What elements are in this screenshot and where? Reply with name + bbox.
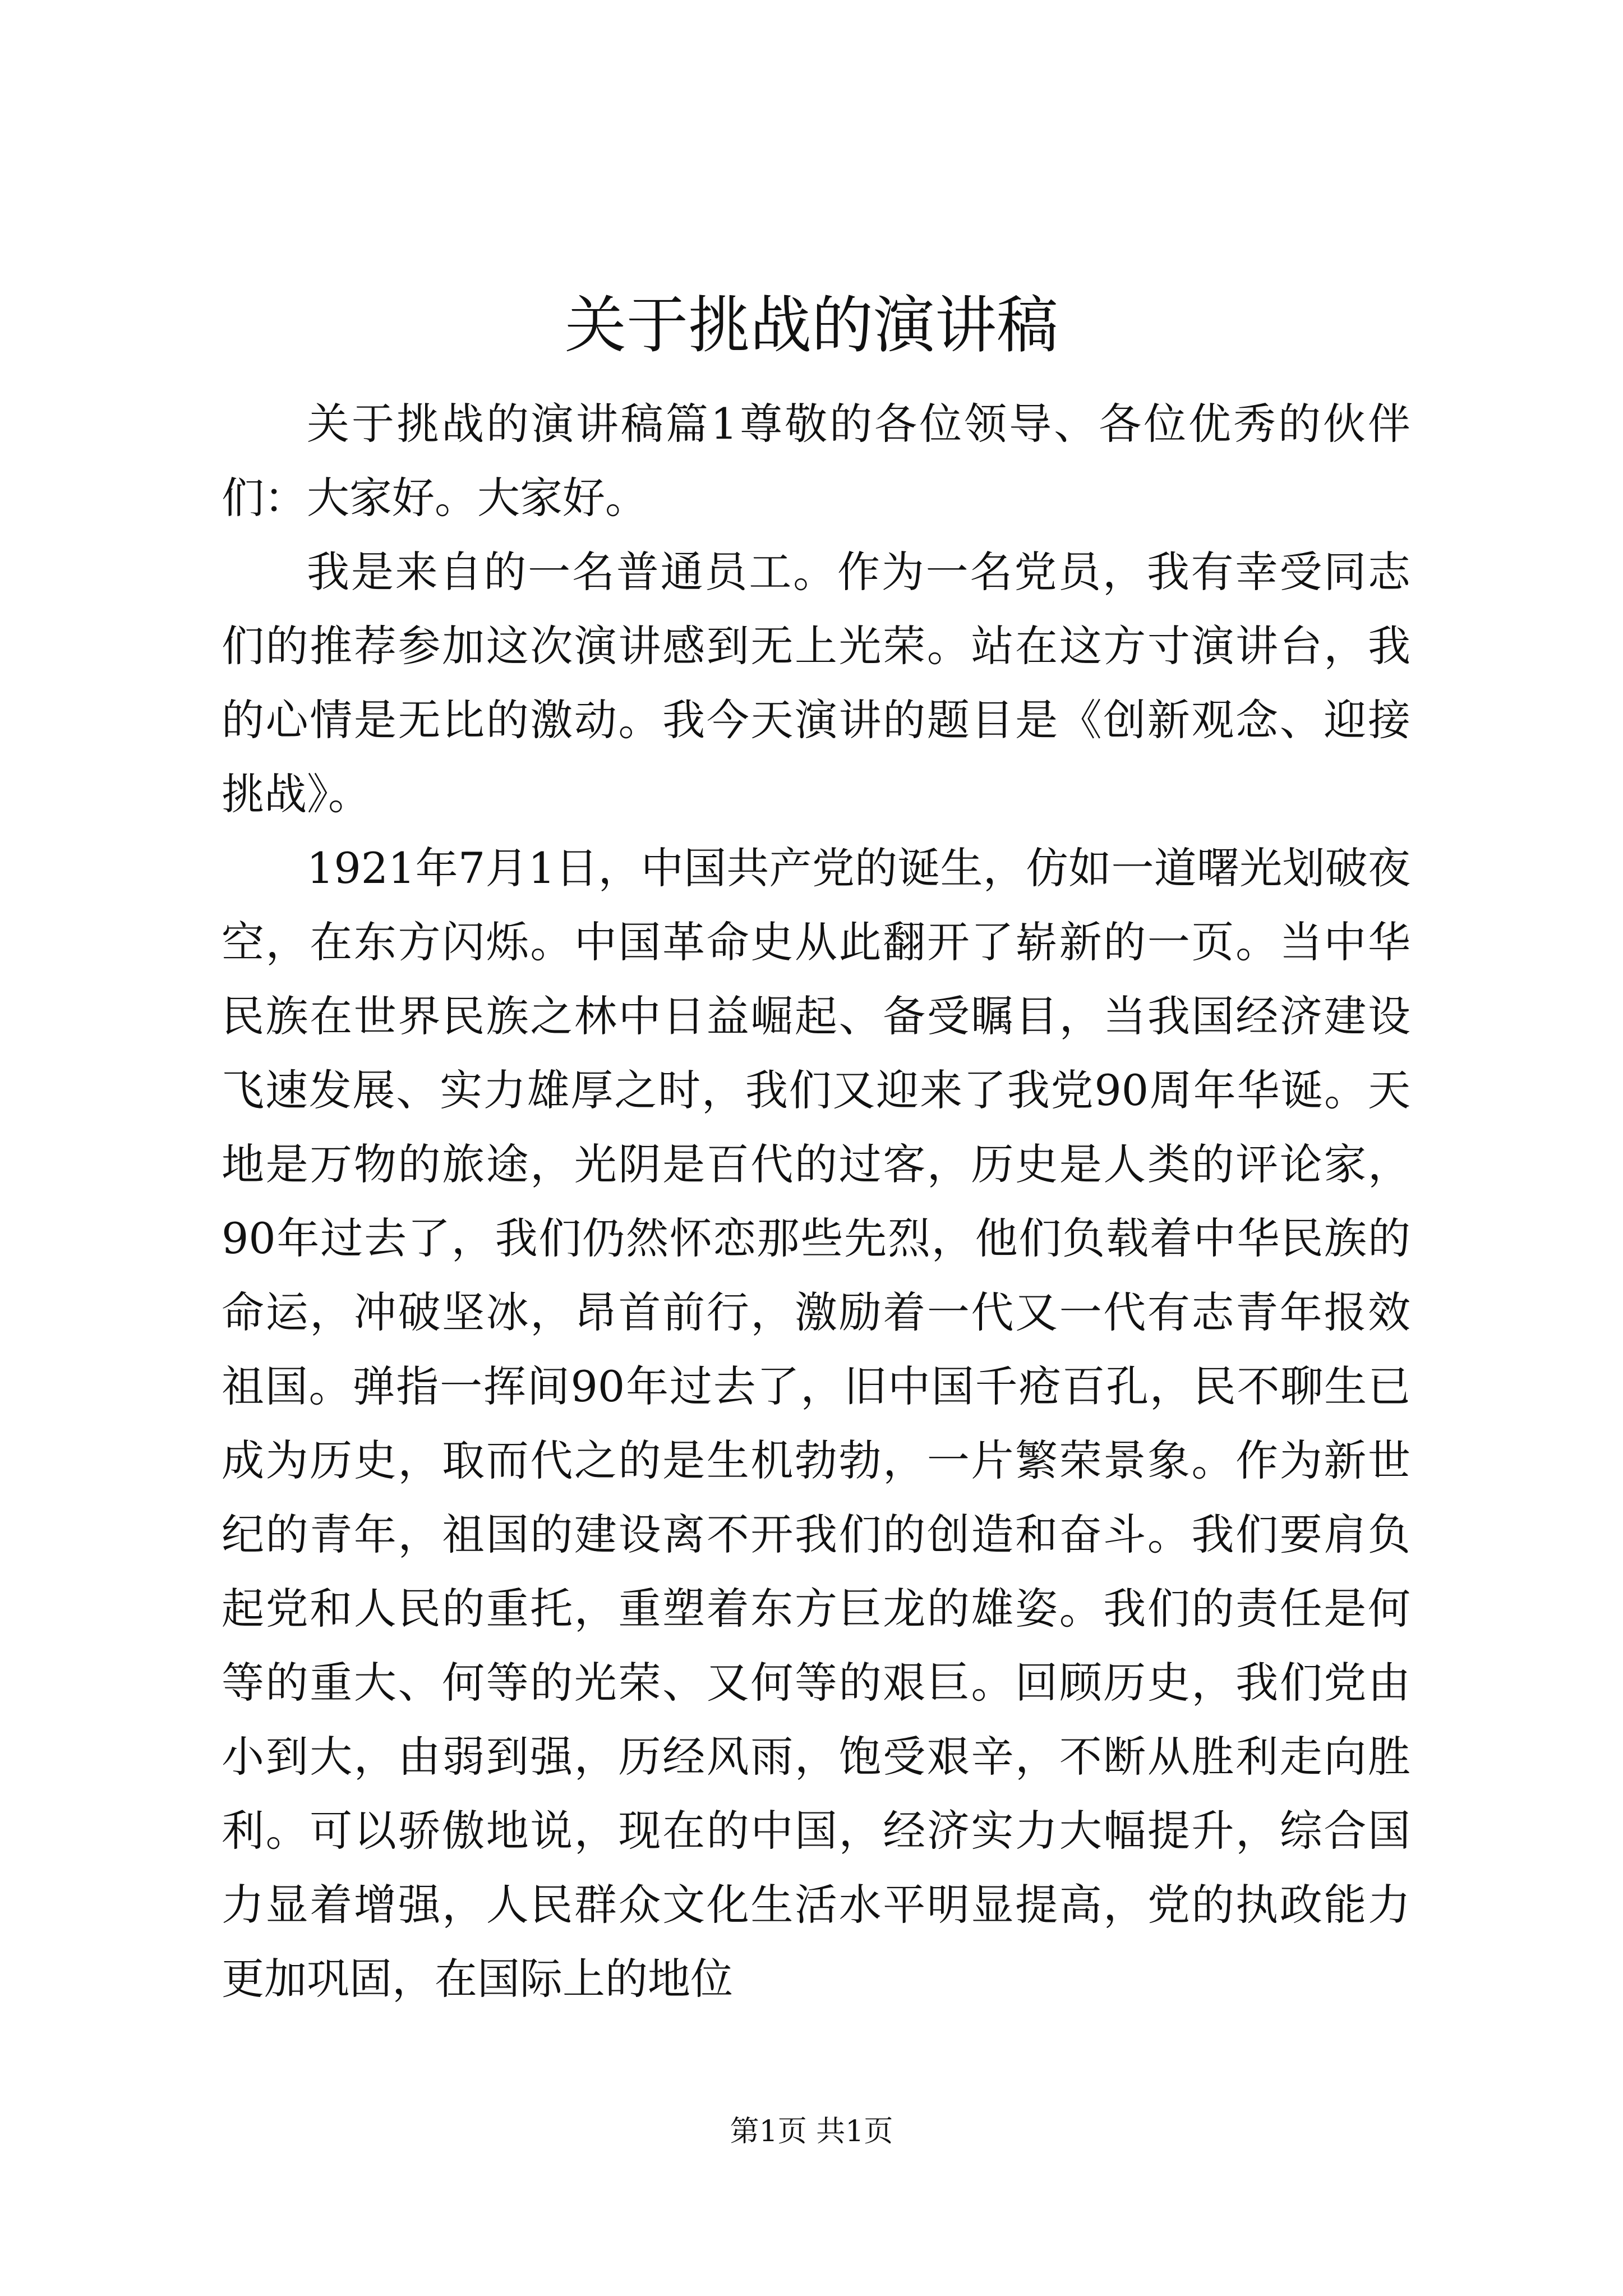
paragraph-greeting: 关于挑战的演讲稿篇1尊敬的各位领导、各位优秀的伙伴们：大家好。大家好。 bbox=[222, 399, 1410, 523]
document-title: 关于挑战的演讲稿 bbox=[565, 289, 1058, 361]
document-body bbox=[222, 387, 1410, 2016]
paragraph-history: 1921年7月1日，中国共产党的诞生，仿如一道曙光划破夜空，在东方闪烁。中国革命史从此翻开了崭新的一页。当中华民族在世界民族之林中日益崛起、备受瞩目，当我国经济建设飞速发展、实力雄厚之时，我们又迎来了我党90周年华诞。天地是万物的旅途，光阴是百代的过客，历史是人类的评论家，90年过去了，我们仍然怀恋那些先烈，他们负载着中华民族的命运，冲破坚冰，昂首前行，激励着一代又一代有志青年报效祖国。弹指一挥间90年过去了，旧中国千疮百孔，民不聊生已成为历史，取而代之的是生机勃勃，一片繁荣景象。作为新世纪的青年，祖国的建设离不开我们的创造和奋斗。我们要肩负起党和人民的重托，重塑着东方巨龙的雄姿。我们的责任是何等的重大、何等的光荣、又何等的艰巨。回顾历史，我们党由小到大，由弱到强，历经风雨，饱受艰辛，不断从胜利走向胜利。可以骄傲地说，现在的中国，经济实力大幅提升，综合国力显着增强，人民群众文化生活水平明显提高，党的执政能力更加巩固，在国际上的地位 bbox=[222, 843, 1410, 2004]
paragraph-introduction: 我是来自的一名普通员工。作为一名党员，我有幸受同志们的推荐参加这次演讲感到无上光荣。站在这方寸演讲台，我的心情是无比的激动。我今天演讲的题目是《创新观念、迎接挑战》。 bbox=[222, 547, 1410, 819]
page-footer: 第1页 共1页 bbox=[730, 2115, 893, 2148]
